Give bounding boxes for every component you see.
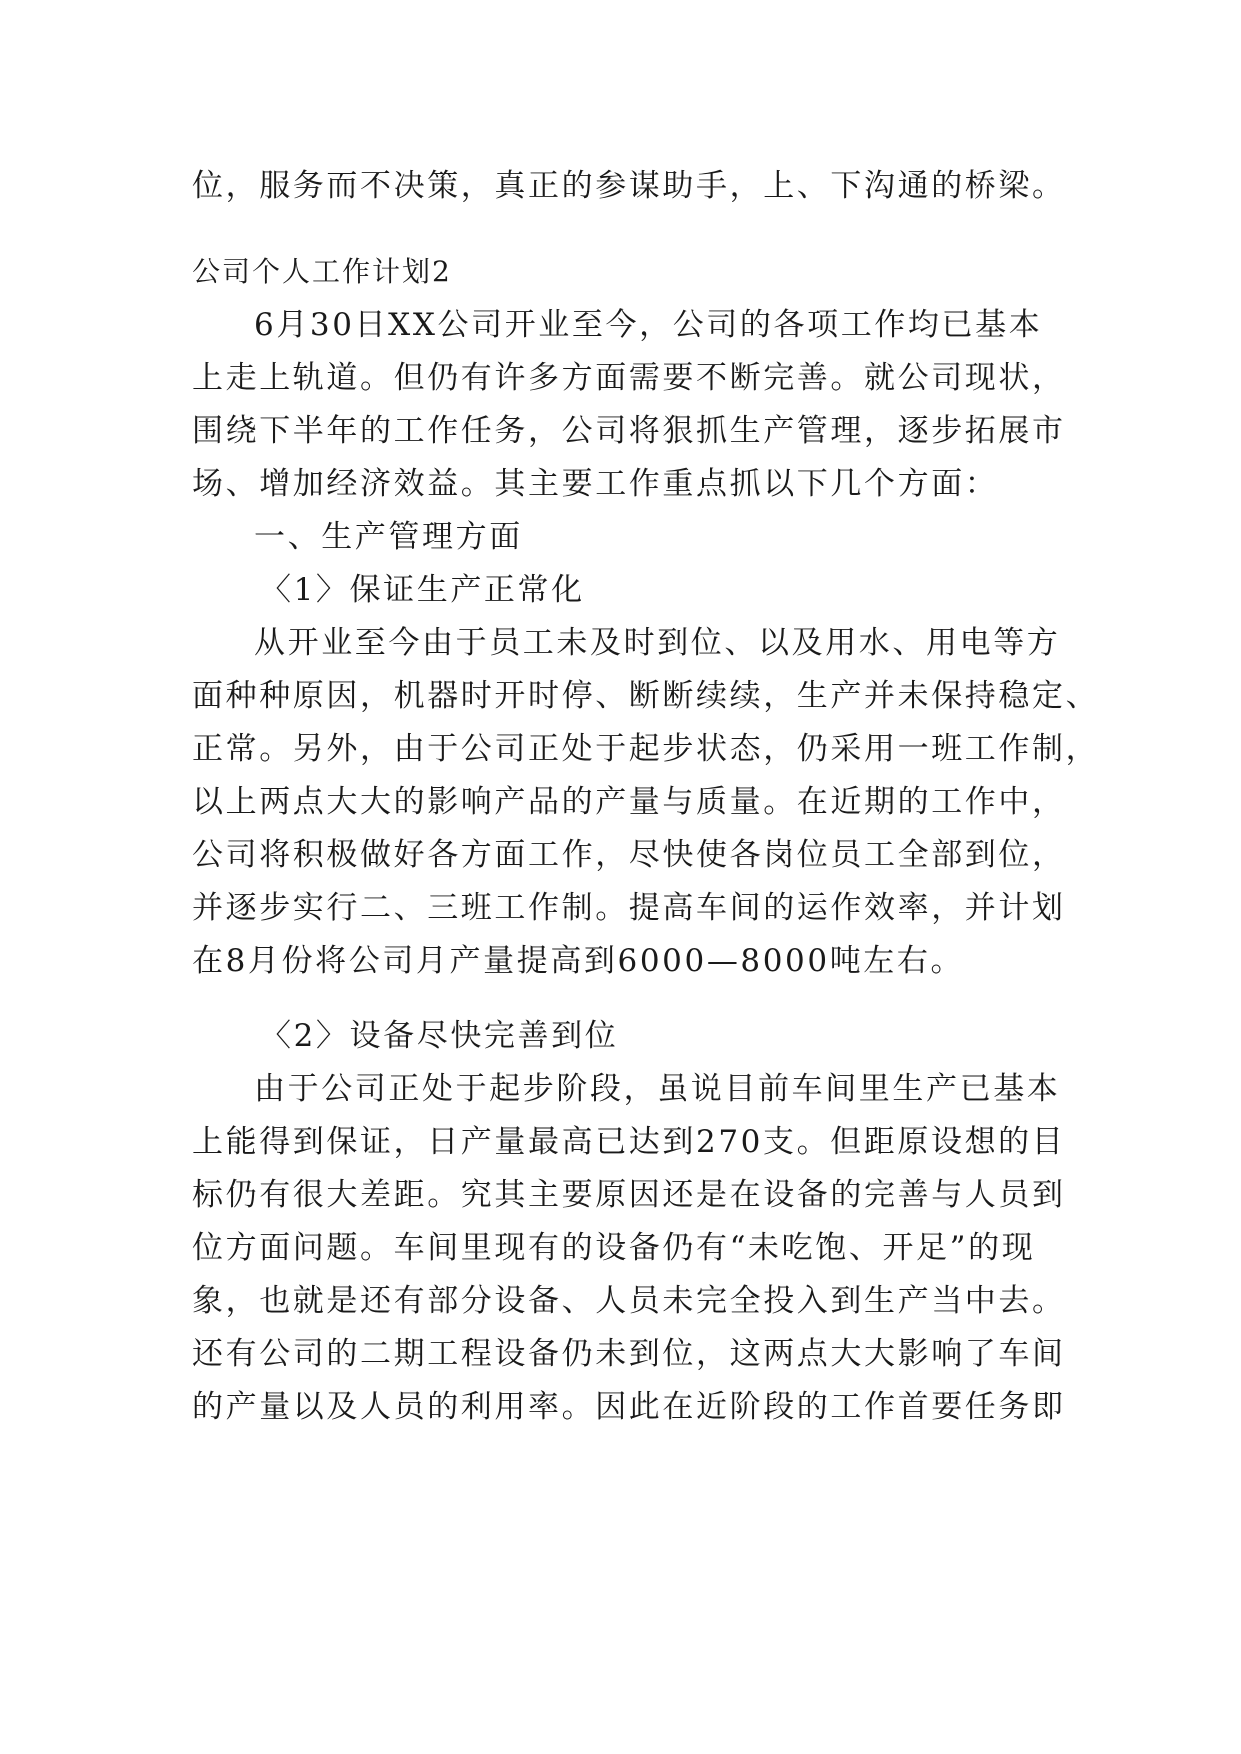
text-line: 以上两点大大的影响产品的产量与质量。在近期的工作中， — [192, 784, 1066, 820]
text-line: 面种种原因，机器时开时停、断断续续，生产并未保持稳定、 — [192, 678, 1100, 714]
text-line: 从开业至今由于员工未及时到位、以及用水、用电等方 — [254, 625, 1061, 661]
text-line: 上走上轨道。但仍有许多方面需要不断完善。就公司现状， — [192, 360, 1066, 396]
text-line: 还有公司的二期工程设备仍未到位，这两点大大影响了车间 — [192, 1336, 1066, 1372]
text-line: 在8月份将公司月产量提高到6000—8000吨左右。 — [192, 943, 965, 979]
text-line: 象，也就是还有部分设备、人员未完全投入到生产当中去。 — [192, 1283, 1066, 1319]
subheading: 〈2〉设备尽快完善到位 — [260, 1018, 619, 1054]
text-line: 正常。另外，由于公司正处于起步状态，仍采用一班工作制， — [192, 731, 1100, 767]
text-line: 的产量以及人员的利用率。因此在近阶段的工作首要任务即 — [192, 1389, 1066, 1425]
text-line: 由于公司正处于起步阶段，虽说目前车间里生产已基本 — [254, 1071, 1061, 1107]
text-line: 标仍有很大差距。究其主要原因还是在设备的完善与人员到 — [192, 1177, 1066, 1213]
text-line: 场、增加经济效益。其主要工作重点抓以下几个方面： — [192, 466, 999, 502]
text-line: 围绕下半年的工作任务，公司将狠抓生产管理，逐步拓展市 — [192, 413, 1066, 449]
text-line: 公司将积极做好各方面工作，尽快使各岗位员工全部到位， — [192, 837, 1066, 873]
subheading: 〈1〉保证生产正常化 — [260, 572, 585, 608]
subheading: 一、生产管理方面 — [254, 519, 523, 555]
text-line: 6月30日XX公司开业至今，公司的各项工作均已基本 — [254, 307, 1043, 343]
text-line: 并逐步实行二、三班工作制。提高车间的运作效率，并计划 — [192, 890, 1066, 926]
text-line: 上能得到保证，日产量最高已达到270支。但距原设想的目 — [192, 1124, 1066, 1160]
text-line: 位方面问题。车间里现有的设备仍有“未吃饱、开足”的现 — [192, 1230, 1036, 1266]
section-heading: 公司个人工作计划2 — [192, 255, 452, 288]
text-line: 位，服务而不决策，真正的参谋助手，上、下沟通的桥梁。 — [192, 168, 1066, 204]
